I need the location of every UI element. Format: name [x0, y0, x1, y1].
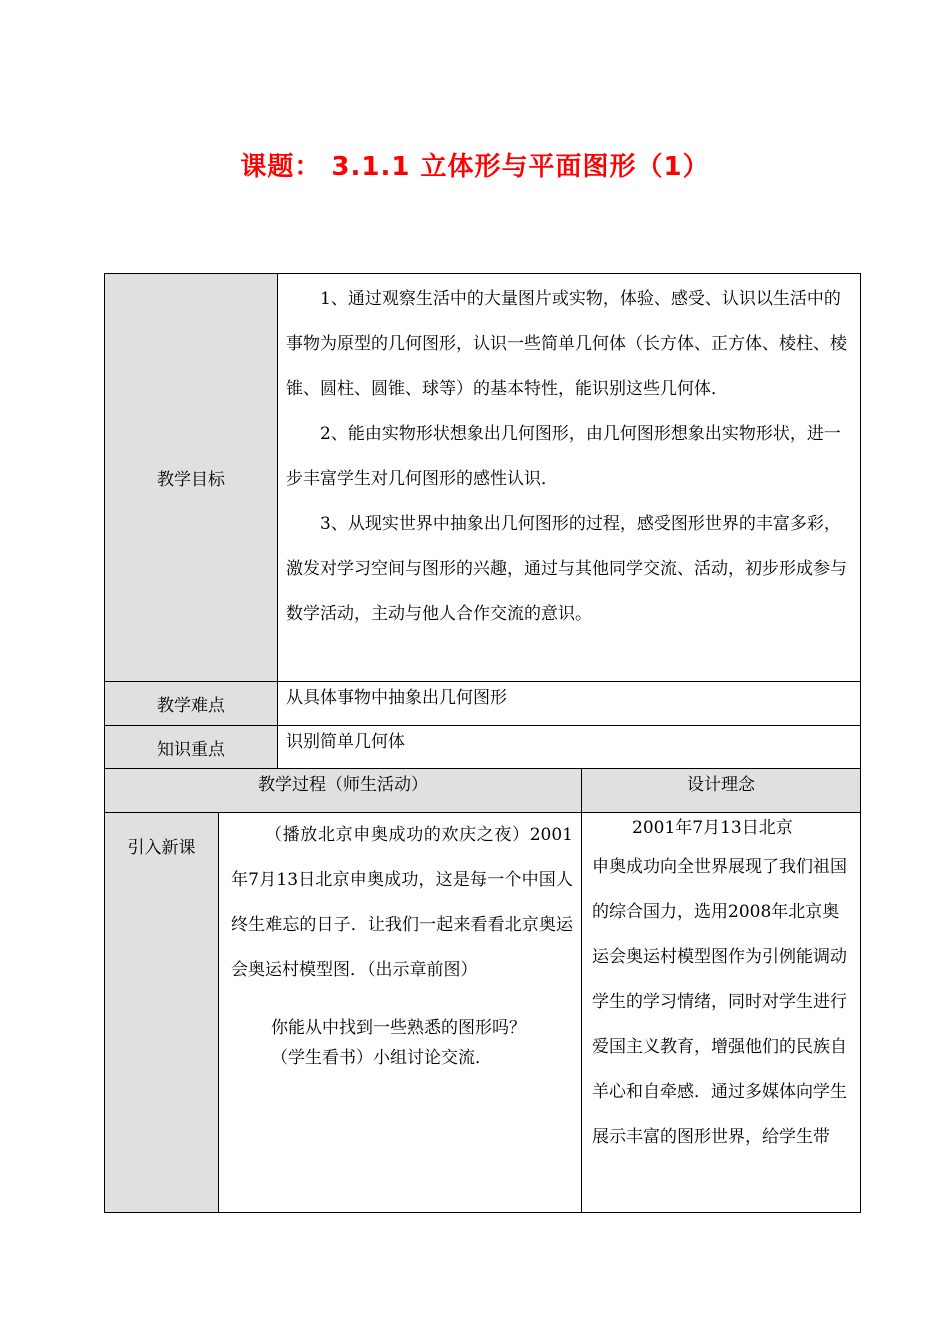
design-header-cell [582, 768, 861, 812]
intro-activity: （学生看书）小组讨论交流． [271, 1048, 492, 1068]
difficulty-label-cell [104, 681, 278, 725]
intro-label-cell [104, 812, 218, 1213]
key-points-value: 识别简单几何体 [286, 732, 405, 752]
objective-item-1: 1、通过观察生活中的大量图片或实物，体验、感受、认识以生活中的事物为原型的几何图形，认识一些简单几何体（长方体、正方体、棱柱、棱锥、圆柱、圆锥、球等）的基本特性，能识别这些几何体． [286, 289, 847, 399]
design-first-line: 2001年7月13日北京 [632, 818, 793, 838]
page-title: 课题： 3.1.1 立体形与平面图形（1） [240, 152, 710, 182]
intro-content-cell [218, 812, 582, 1213]
process-header-cell [104, 768, 582, 812]
objectives-label: 教学目标 [157, 470, 225, 490]
intro-question: 你能从中找到一些熟悉的图形吗？ [271, 1018, 526, 1038]
objective-item-3: 3、从现实世界中抽象出几何图形的过程，感受图形世界的丰富多彩，激发对学习空间与图形的兴趣，通过与其他同学交流、活动，初步形成参与数学活动，主动与他人合作交流的意识。 [286, 514, 847, 624]
process-header-label: 教学过程（师生活动） [258, 775, 428, 795]
objectives-label-cell [104, 273, 278, 681]
design-rationale: 申奥成功向全世界展现了我们祖国的综合国力，选用2008年北京奥运会奥运村模型图作为引例能调动学生的学习情绪，同时对学生进行爱国主义教育，增强他们的民族自羊心和自牵感．通过多媒体向学生展示丰富的图形世界，给学生带 [592, 857, 847, 1147]
intro-label: 引入新课 [127, 838, 196, 858]
objectives-content-cell [278, 273, 861, 681]
difficulty-label: 教学难点 [157, 696, 225, 716]
key-points-label: 知识重点 [157, 739, 225, 760]
intro-design-cell [582, 812, 861, 1213]
intro-paragraph: （播放北京申奥成功的欢庆之夜）2001年7月13日北京申奥成功，这是每一个中国人终生难忘的日子．让我们一起来看看北京奥运会奥运村模型图．（出示章前图） [231, 825, 573, 980]
objective-item-2: 2、能由实物形状想象出几何图形，由几何图形想象出实物形状，进一步丰富学生对几何图形的感性认识． [286, 424, 841, 489]
key-points-label-cell [104, 725, 278, 768]
design-header-label: 设计理念 [687, 775, 755, 795]
difficulty-value-cell [278, 681, 861, 725]
difficulty-value: 从具体事物中抽象出几何图形 [286, 688, 507, 708]
key-points-value-cell [278, 725, 861, 768]
